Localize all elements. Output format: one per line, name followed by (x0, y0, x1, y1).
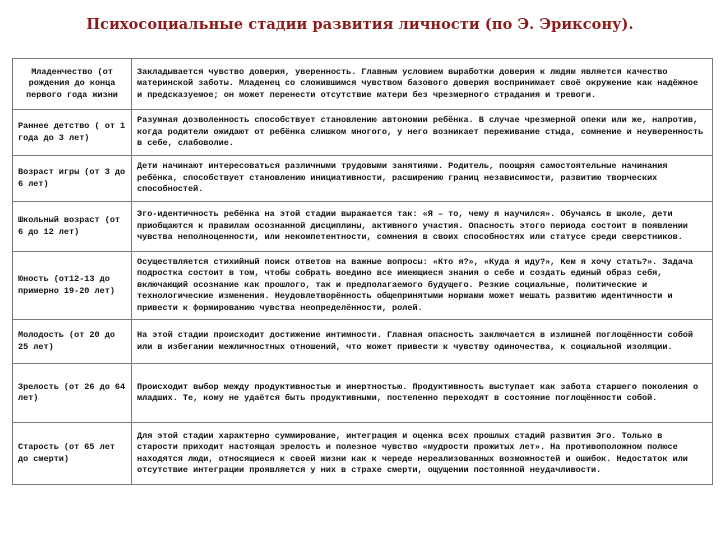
stage-name-cell: Возраст игры (от 3 до 6 лет) (13, 156, 132, 202)
table-row (13, 423, 713, 485)
stage-description-cell: Эго-идентичность ребёнка на этой стадии выражается так: «Я – то, чему я научился». Обучаясь в школе, дети приобщаются к правилам осознанной дисциплины, активного участия. Опасность этого периода состоит в появлении чувства неполноценности, или некомпетентности, сомнения в своих способностях или статусе среди сверстников. (132, 202, 713, 252)
stage-name-cell: Школьный возраст (от 6 до 12 лет) (13, 202, 132, 252)
stage-name-cell: Раннее детство ( от 1 года до 3 лет) (13, 110, 132, 156)
stage-description-cell: Осуществляется стихийный поиск ответов на важные вопросы: «Кто я?», «Куда я иду?», Кем я хочу стать?». Задача подростка состоит в том, чтобы собрать воедино все имеющиеся знания о себе и создать единый образ себя, включающий осознание как прошлого, так и предполагаемого будущего. Резкие социальные, политические и технологические изменения. Неудовлетворённость общепринятыми нормами может мешать развитию идентичности и привести к формированию чувства неопределённости, ролей. (132, 252, 713, 320)
stage-description-cell: Для этой стадии характерно суммирование, интеграция и оценка всех прошлых стадий развития Эго. Только в старости приходит настоящая зрелость и полезное чувство «мудрости прожитых лет». На противоположном полюсе находятся люди, относящиеся к своей жизни как к череде нереализованных возможностей и ошибок. Недостаток или отсутствие интеграции проявляется у них в страхе смерти, ощущении постоянной неудачливости. (132, 423, 713, 485)
stage-name-cell: Молодость (от 20 до 25 лет) (13, 320, 132, 364)
table-row (13, 156, 713, 202)
table-row (13, 59, 713, 110)
stage-name-cell: Юность (от12-13 до примерно 19-20 лет) (13, 252, 132, 320)
stage-description-cell: На этой стадии происходит достижение интимности. Главная опасность заключается в излишней поглощённости собой или в избегании межличностных отношений, что может привести к чувству одиночества, к социальной изоляции. (132, 320, 713, 364)
stage-description-cell: Дети начинают интересоваться различными трудовыми занятиями. Родитель, поощряя самостоятельные начинания ребёнка, способствует становлению инициативности, расширению границ независимости, развитию творческих способностей. (132, 156, 713, 202)
table-row (13, 252, 713, 320)
page-title: Психосоциальные стадии развития личности (по Э. Эриксону). (86, 16, 634, 33)
stage-description-cell: Происходит выбор между продуктивностью и инертностью. Продуктивность выступает как забота старшего поколения о младших. Те, кому не удаётся быть продуктивными, постепенно переходят в состояние поглощённости собой. (132, 364, 713, 423)
table-row (13, 110, 713, 156)
erikson-stages-table (12, 58, 713, 485)
table-row (13, 364, 713, 423)
table-row (13, 202, 713, 252)
stage-description-cell: Закладывается чувство доверия, уверенность. Главным условием выработки доверия к людям является качество материнской заботы. Младенец со сложившимся чувством базового доверия воспринимает своё окружение как надёжное и предсказуемое; он может перенести отсутствие матери без чрезмерного страдания и тревоги. (132, 59, 713, 110)
table-row (13, 320, 713, 364)
stage-name-cell: Младенчество (от рождения до конца первого года жизни (13, 59, 132, 110)
stage-name-cell: Зрелость (от 26 до 64 лет) (13, 364, 132, 423)
stage-name-cell: Старость (от 65 лет до смерти) (13, 423, 132, 485)
stage-description-cell: Разумная дозволенность способствует становлению автономии ребёнка. В случае чрезмерной опеки или же, напротив, когда родители ожидают от ребёнка слишком многого, у него возникает переживание стыда, сомнение и неуверенность в себе, слабоволие. (132, 110, 713, 156)
